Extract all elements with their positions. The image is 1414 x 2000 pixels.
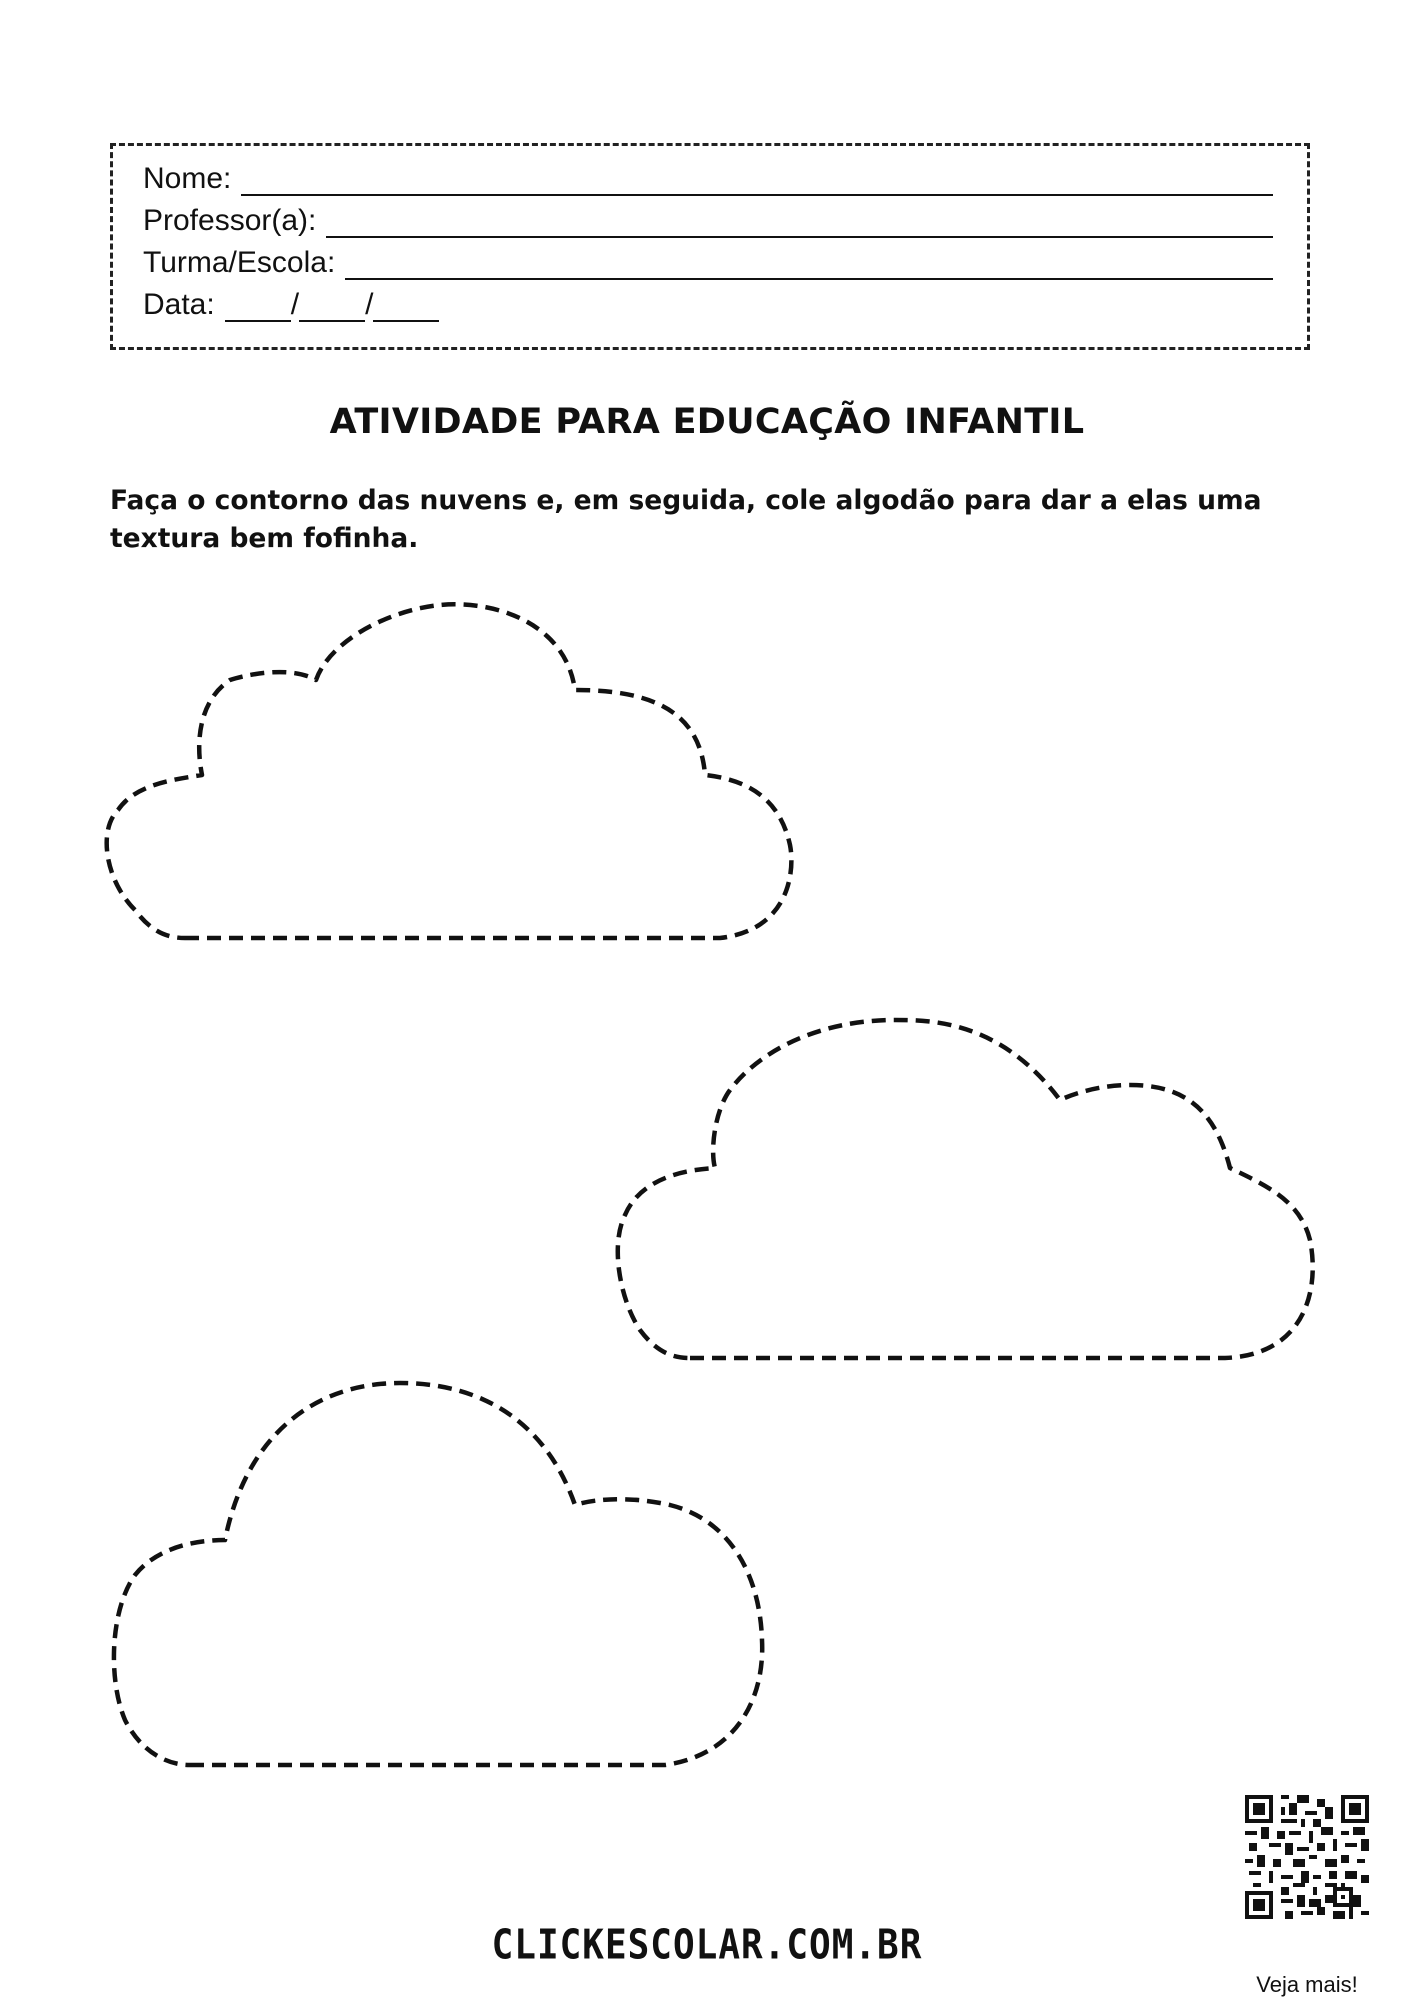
date-day-line[interactable]: [225, 292, 291, 322]
teacher-line[interactable]: [326, 208, 1273, 238]
teacher-label: Professor(a):: [143, 204, 317, 237]
qr-caption: Veja mais!: [1256, 1972, 1358, 1997]
teacher-field[interactable]: [143, 204, 1273, 238]
qr-code-icon[interactable]: [1245, 1795, 1369, 1919]
cloud-outline-middle-right: [618, 1020, 1313, 1358]
class-line[interactable]: [345, 250, 1273, 280]
website-footer[interactable]: CLICKESCOLAR.COM.BR: [491, 1921, 923, 1970]
instructions-text: Faça o contorno das nuvens e, em seguida, cole algodão para dar a elas uma textura bem fofinha.: [110, 485, 1262, 554]
date-label: Data:: [143, 288, 215, 321]
class-field[interactable]: [143, 246, 1273, 280]
name-label: Nome:: [143, 162, 232, 195]
date-slash-1: /: [290, 288, 300, 321]
class-label: Turma/Escola:: [143, 246, 336, 279]
cloud-outline-top-left: [107, 604, 792, 938]
student-info-box: [110, 143, 1310, 350]
name-field[interactable]: [143, 162, 1273, 196]
date-field[interactable]: [143, 288, 439, 322]
date-year-line[interactable]: [373, 292, 439, 322]
cloud-outline-bottom-left: [114, 1383, 762, 1765]
date-slash-2: /: [365, 288, 374, 321]
date-month-line[interactable]: [299, 292, 365, 322]
name-line[interactable]: [241, 166, 1273, 196]
page-title: ATIVIDADE PARA EDUCAÇÃO INFANTIL: [329, 402, 1085, 442]
